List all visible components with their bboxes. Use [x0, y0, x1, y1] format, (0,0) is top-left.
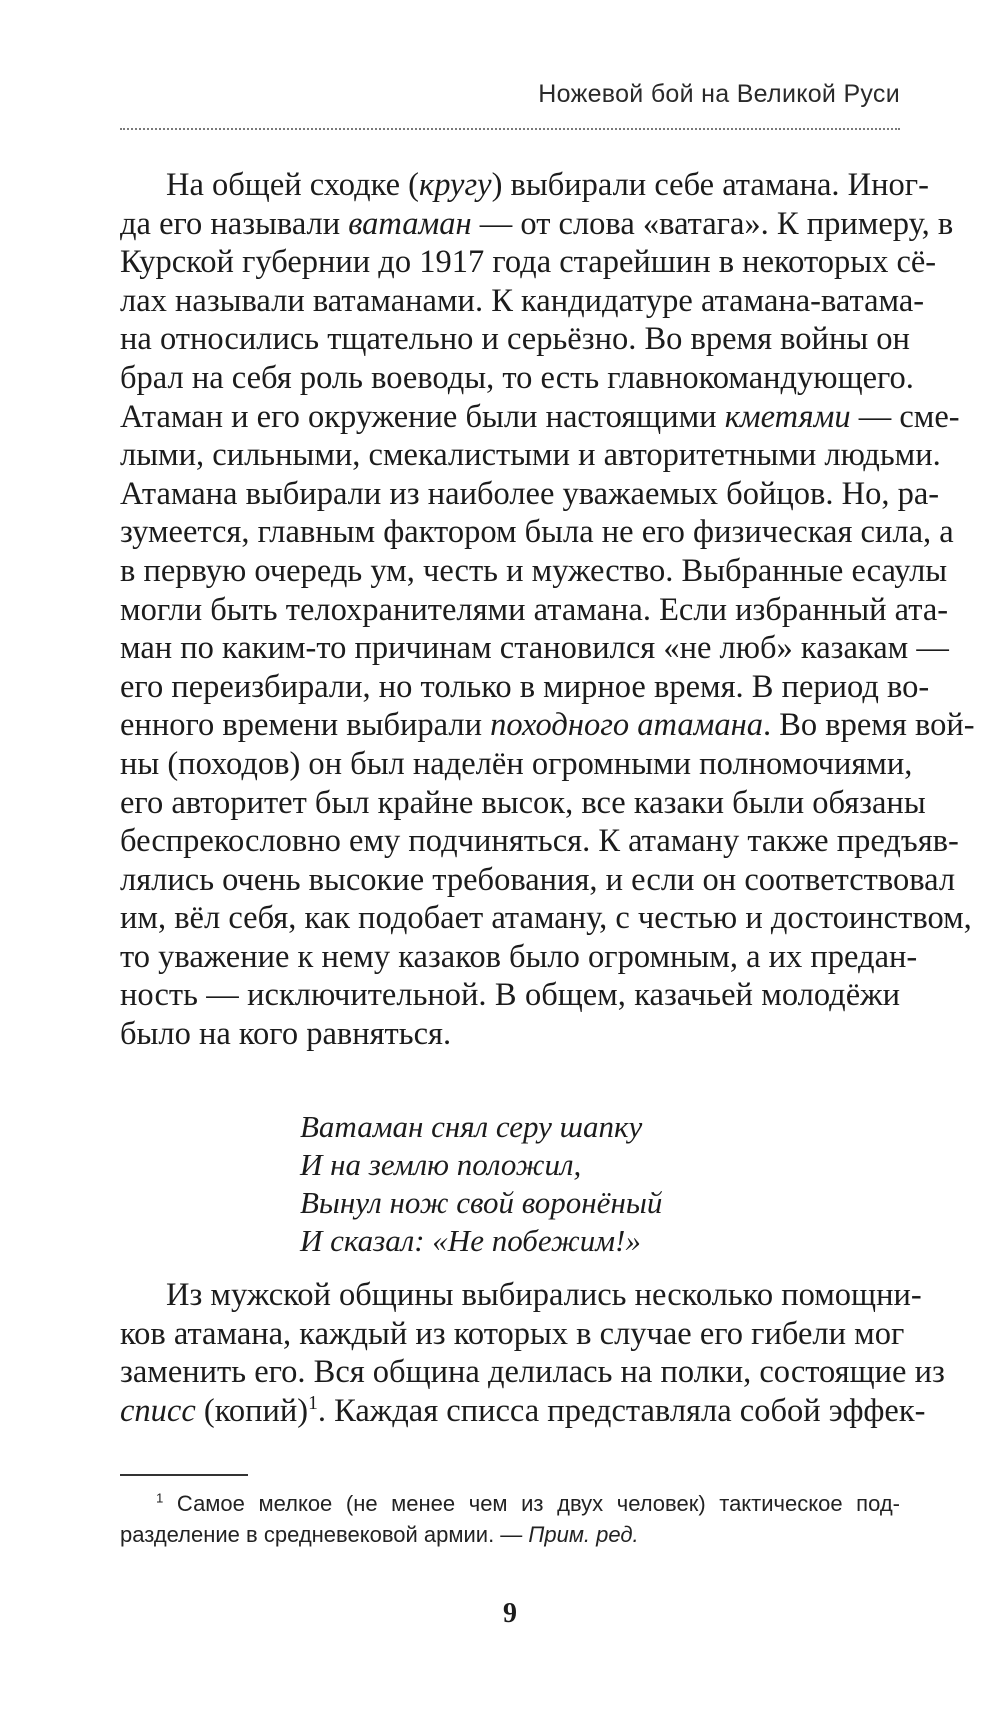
paragraph1-line [120, 1015, 900, 1054]
paragraph2-line [120, 1392, 926, 1431]
paragraph1-text: ность — исключительной. В общем, казачьей молодёжи [120, 977, 900, 1014]
paragraph1-text: зумеется, главным фактором была не его физическая сила, а [120, 514, 954, 551]
paragraph1-line [120, 320, 910, 359]
paragraph1-text: брал на себя роль воеводы, то есть главнокомандующего. [120, 359, 914, 396]
paragraph1-line [120, 745, 913, 784]
footnote-reference: 1 [308, 1392, 318, 1414]
paragraph1-text: лыми, сильными, смекалистыми и авторитетными людьми. [120, 437, 941, 474]
paragraph1-italic-term: походного атамана [490, 707, 763, 744]
paragraph1-text: то уважение к нему казаков было огромным, а их предан- [120, 938, 918, 975]
paragraph1-text: могли быть телохранителями атамана. Если избранный ата- [120, 591, 949, 628]
paragraph1-line [120, 475, 940, 514]
paragraph1-text: на относились тщательно и серьёзно. Во время войны он [120, 321, 910, 358]
main-paragraph [120, 166, 975, 1054]
paragraph1-line [120, 861, 956, 900]
paragraph1-text: На общей сходке ( [166, 167, 419, 203]
paragraph1-text: . Во время вой- [762, 707, 975, 744]
paragraph1-line [120, 166, 929, 205]
paragraph1-text: — от слова «ватага». К примеру, в [471, 205, 954, 242]
paragraph1-line [120, 629, 949, 668]
paragraph1-line [120, 398, 960, 437]
paragraph1-text: беспрекословно ему подчиняться. К атаману также предъяв- [120, 823, 959, 860]
paragraph1-text: его авторитет был крайне высок, все казаки были обязаны [120, 784, 926, 821]
paragraph2-line [120, 1315, 905, 1354]
paragraph1-line [120, 706, 975, 745]
paragraph1-line [120, 205, 954, 244]
paragraph1-italic-term: кругу [419, 167, 492, 203]
paragraph1-text: Атаман и его окружение были настоящими [120, 398, 725, 435]
paragraph1-line [120, 899, 972, 938]
footnote [120, 1488, 900, 1550]
footnote-editor-note: Прим. ред. [528, 1522, 639, 1547]
paragraph1-line [120, 436, 941, 475]
footnote-line-1 [120, 1488, 900, 1519]
paragraph1-line [120, 938, 918, 977]
poem-verse-1: Ватаман снял серу шапку [300, 1109, 643, 1144]
paragraph1-text: им, вёл себя, как подобает атаману, с честью и достоинством, [120, 900, 972, 937]
paragraph1-text: его переизбирали, но только в мирное время. В период во- [120, 668, 930, 705]
paragraph2-line [120, 1353, 945, 1392]
paragraph1-line [120, 822, 959, 861]
paragraph1-text: лах называли ватаманами. К кандидатуре атамана-ватама- [120, 282, 925, 319]
paragraph2-italic-term: списс [120, 1392, 196, 1429]
paragraph1-text: ны (походов) он был наделён огромными полномочиями, [120, 745, 913, 782]
paragraph1-line [120, 784, 926, 823]
poem-block [300, 1108, 662, 1260]
paragraph2-text: ков атамана, каждый из которых в случае его гибели мог [120, 1315, 905, 1352]
paragraph2-text: заменить его. Вся община делилась на полки, состоящие из [120, 1354, 945, 1391]
paragraph1-line [120, 243, 937, 282]
paragraph1-line [120, 552, 948, 591]
paragraph1-text: Атамана выбирали из наиболее уважаемых бойцов. Но, ра- [120, 475, 940, 512]
poem-verse-2: И на землю положил, [300, 1147, 582, 1182]
paragraph1-text: лялись очень высокие требования, и если он соответствовал [120, 861, 956, 898]
paragraph2-text: (копий) [195, 1392, 309, 1429]
paragraph1-text: ман по каким-то причинам становился «не люб» казакам — [120, 630, 949, 667]
header-divider [120, 128, 900, 130]
footnote-marker: 1 [156, 1490, 164, 1506]
paragraph1-line [120, 282, 925, 321]
footnote-text-2: разделение в средневековой армии. — [120, 1522, 529, 1547]
paragraph1-line [120, 591, 949, 630]
paragraph1-italic-term: кметями [724, 398, 851, 435]
paragraph1-line [120, 976, 900, 1015]
paragraph1-text: было на кого равняться. [120, 1016, 452, 1053]
footnote-divider [120, 1474, 248, 1476]
paragraph1-line [120, 513, 954, 552]
paragraph1-text: енного времени выбирали [120, 707, 491, 744]
running-head: Ножевой бой на Великой Руси [538, 80, 900, 108]
paragraph2-text: Из мужской общины выбирались несколько помощни- [166, 1277, 922, 1313]
paragraph1-line [120, 668, 930, 707]
paragraph1-text: — сме- [850, 398, 960, 435]
paragraph1-text: Курской губернии до 1917 года старейшин в некоторых сё- [120, 244, 937, 281]
paragraph1-text: да его называли [120, 205, 349, 242]
paragraph2-line [120, 1276, 922, 1315]
second-paragraph [120, 1276, 945, 1430]
footnote-line-2 [120, 1519, 900, 1550]
page-number: 9 [503, 1598, 517, 1629]
poem-verse-4: И сказал: «Не побежим!» [300, 1223, 641, 1258]
paragraph1-text: в первую очередь ум, честь и мужество. Выбранные есаулы [120, 552, 948, 589]
paragraph1-italic-term: ватаман [348, 205, 472, 242]
footnote-text-1: Самое мелкое (не менее чем из двух человек) тактическое под- [163, 1491, 900, 1516]
paragraph1-line [120, 359, 914, 398]
paragraph2-text: . Каждая списса представляла собой эффек- [317, 1392, 926, 1429]
paragraph1-text: ) выбирали себе атамана. Иног- [491, 167, 929, 203]
poem-verse-3: Вынул нож свой воронёный [300, 1185, 663, 1220]
